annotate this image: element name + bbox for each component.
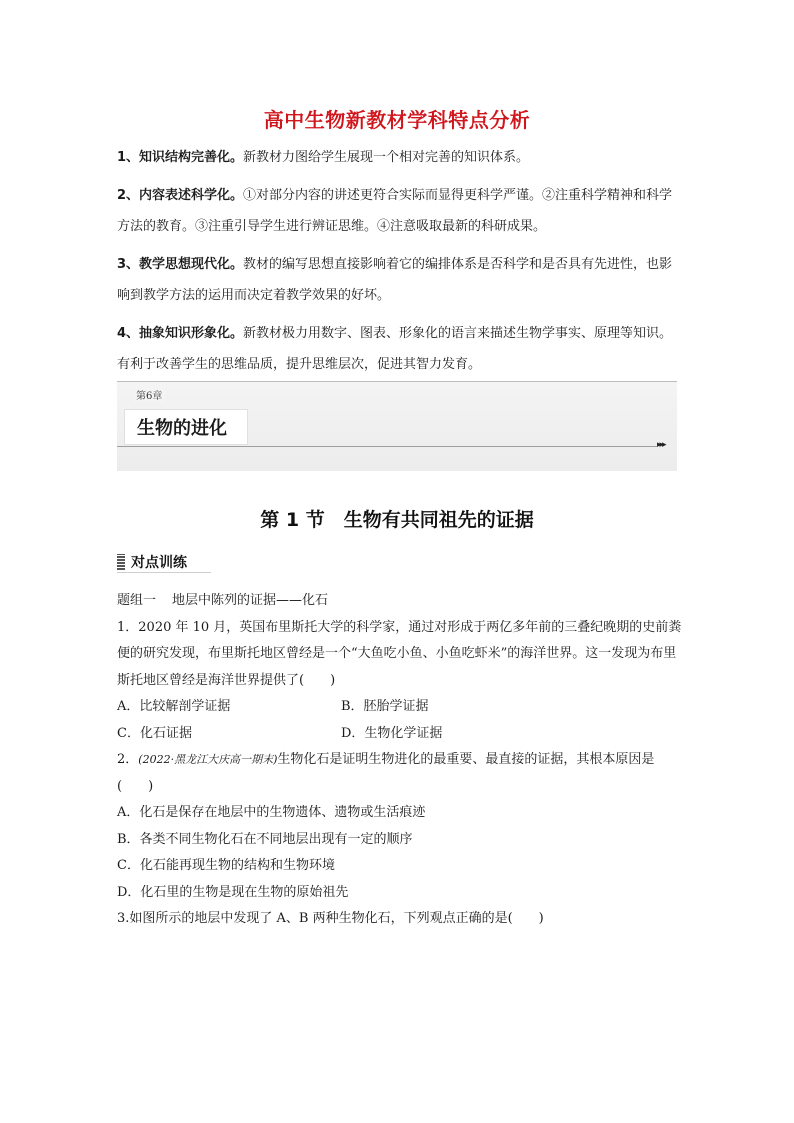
chapter-number: 第6章 bbox=[133, 387, 165, 402]
intro-key: 4、抽象知识形象化。 bbox=[117, 326, 244, 341]
intro-key: 1、知识结构完善化。 bbox=[117, 150, 244, 165]
intro-text: 新教材力图给学生展现一个相对完善的知识体系。 bbox=[243, 150, 530, 165]
intro-key: 3、教学思想现代化。 bbox=[117, 257, 244, 272]
intro-text: 教材的编写思想直接影响着它的编排体系是否科学和是否具有先进性，也影响到教学方法的运用而决定着教学效果的好坏。 bbox=[117, 257, 673, 303]
answer-option: D．化石里的生物是现在生物的原始祖先 bbox=[117, 884, 349, 900]
intro-key: 2、内容表述科学化。 bbox=[117, 188, 244, 203]
triple-arrow-icon: ▸▸▸ bbox=[657, 440, 665, 450]
answer-option: B．胚胎学证据 bbox=[341, 699, 429, 714]
question-1-stem: 1．2020 年 10 月，英国布里斯托大学的科学家，通过对形成于两亿多年前的三叠纪晚期的史前粪便的研究发现，布里斯托地区曾经是一个“大鱼吃小鱼、小鱼吃虾米”的海洋世界。这一发现为布里斯托地区曾经是海洋世界提供了( ) bbox=[117, 619, 682, 688]
intro-paragraph-2 bbox=[117, 180, 682, 242]
practice-label: 对点训练 bbox=[131, 555, 187, 571]
question-group-heading bbox=[117, 588, 682, 615]
intro-text: 新教材极力用数字、图表、形象化的语言来描述生物学事实、原理等知识。有利于改善学生的思维品质，提升思维层次，促进其智力发育。 bbox=[117, 326, 673, 372]
answer-option: C．化石能再现生物的结构和生物环境 bbox=[117, 858, 335, 873]
question-2-stem bbox=[117, 747, 682, 800]
group-topic: 地层中陈列的证据——化石 bbox=[172, 593, 329, 608]
answer-option: A．化石是保存在地层中的生物遗体、遗物或生活痕迹 bbox=[117, 805, 426, 820]
intro-paragraph-3 bbox=[117, 249, 682, 311]
intro-paragraph-4 bbox=[117, 318, 682, 380]
questions-section bbox=[117, 588, 682, 933]
intro-text: ①对部分内容的讲述更符合实际而显得更科学严谨。②注重科学精神和科学方法的教育。③注重引导学生进行辨证思维。④注意吸取最新的科研成果。 bbox=[117, 188, 673, 234]
question-2-source: (2022·黑龙江大庆高一期末) bbox=[138, 753, 278, 766]
section-title: 第 1 节 生物有共同祖先的证据 bbox=[260, 509, 534, 531]
document-title: 高中生物新教材学科特点分析 bbox=[263, 108, 531, 132]
chapter-top-rule bbox=[117, 381, 677, 382]
answer-option: D．生物化学证据 bbox=[341, 725, 443, 741]
chapter-title: 生物的进化 bbox=[137, 418, 227, 439]
chapter-banner bbox=[117, 381, 677, 471]
question-2-number: 2． bbox=[117, 752, 139, 767]
answer-option: A．比较解剖学证据 bbox=[117, 699, 231, 714]
chapter-bottom-rule bbox=[117, 446, 657, 447]
question-1-options-row bbox=[117, 694, 682, 721]
striped-bar-icon bbox=[117, 554, 125, 570]
answer-option: B．各类不同生物化石在不同地层出现有一定的顺序 bbox=[117, 831, 413, 847]
practice-underline bbox=[117, 572, 211, 573]
question-1-options-row bbox=[117, 721, 682, 748]
intro-paragraph-1 bbox=[117, 142, 682, 173]
answer-option: C．化石证据 bbox=[117, 725, 192, 741]
question-3-stem: 3.如图所示的地层中发现了 A、B 两种生物化石，下列观点正确的是( ) bbox=[117, 911, 544, 926]
question-2-text: 生物化石是证明生物进化的最重要、最直接的证据，其根本原因是( ) bbox=[117, 752, 655, 794]
intro-section bbox=[117, 142, 682, 387]
group-name: 题组一 bbox=[117, 593, 157, 608]
practice-heading bbox=[117, 552, 217, 574]
